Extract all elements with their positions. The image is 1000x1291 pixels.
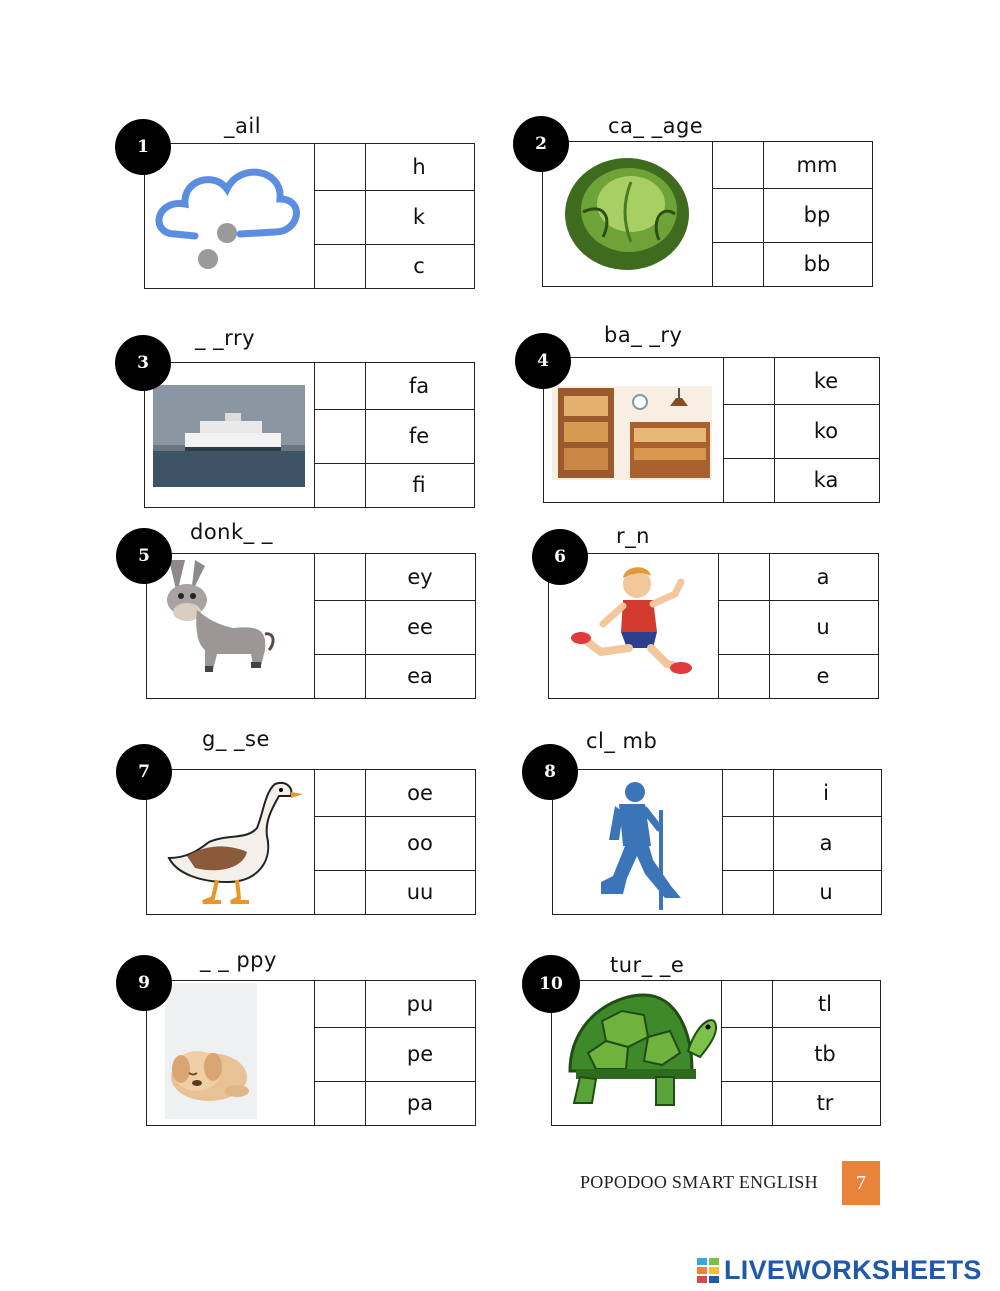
exercise-box xyxy=(146,980,476,1126)
exercise-box xyxy=(552,769,882,915)
option[interactable]: fa xyxy=(408,374,430,398)
option[interactable]: pu xyxy=(406,992,434,1016)
puppy-icon xyxy=(147,981,313,1125)
exercise-box xyxy=(551,980,881,1126)
option[interactable]: u xyxy=(819,880,833,904)
exercise-number-badge: 8 xyxy=(522,744,578,800)
option[interactable]: ee xyxy=(407,615,433,639)
option[interactable]: ka xyxy=(813,468,839,492)
option[interactable]: ey xyxy=(407,565,433,589)
turtle-icon xyxy=(552,981,720,1125)
exercise-word: ca_ _age xyxy=(608,114,704,138)
exercise-picture xyxy=(147,981,315,1125)
bakery-icon xyxy=(544,358,722,502)
exercise-number-badge: 4 xyxy=(515,333,571,389)
liveworksheets-logo[interactable] xyxy=(697,1255,982,1286)
exercise-number-badge: 3 xyxy=(115,335,171,391)
exercise-word: g_ _se xyxy=(202,727,270,751)
exercise-picture xyxy=(543,142,713,286)
brand-name: LIVEWORKSHEETS xyxy=(724,1255,982,1285)
option[interactable]: oo xyxy=(407,831,433,855)
option[interactable]: ke xyxy=(813,369,839,393)
option[interactable]: pe xyxy=(406,1042,434,1066)
exercise-box xyxy=(146,769,476,915)
option[interactable]: c xyxy=(413,254,425,278)
exercise-word: donk_ _ xyxy=(190,520,273,544)
exercise-box xyxy=(144,362,475,508)
exercise-word: _ _rry xyxy=(195,326,256,350)
exercise-number-badge: 7 xyxy=(116,744,172,800)
hail-cloud-icon xyxy=(145,144,313,288)
option[interactable]: u xyxy=(816,615,830,639)
exercise-box xyxy=(543,357,880,503)
climber-icon xyxy=(553,770,721,914)
answer-blank[interactable] xyxy=(724,358,775,502)
option[interactable]: ea xyxy=(407,664,433,688)
ferry-boat-icon xyxy=(145,363,313,507)
option[interactable]: i xyxy=(823,781,829,805)
exercise-picture xyxy=(552,981,722,1125)
exercise-picture xyxy=(145,144,315,288)
exercise-box xyxy=(144,143,475,289)
exercise-word: ba_ _ry xyxy=(604,323,683,347)
exercise-word: tur_ _e xyxy=(610,953,685,977)
exercise-number-badge: 5 xyxy=(116,528,172,584)
exercise-number-badge: 9 xyxy=(116,955,172,1011)
footer-title: POPODOO SMART ENGLISH xyxy=(580,1172,818,1192)
exercise-number-badge: 10 xyxy=(522,955,580,1013)
goose-icon xyxy=(147,770,313,914)
exercise-number-badge: 6 xyxy=(532,529,588,585)
option[interactable]: e xyxy=(816,664,830,688)
option[interactable]: fi xyxy=(412,473,426,497)
exercise-box xyxy=(548,553,879,699)
exercise-picture xyxy=(553,770,723,914)
exercise-number-badge: 2 xyxy=(513,116,569,172)
answer-blank[interactable] xyxy=(315,770,366,914)
answer-blank[interactable] xyxy=(713,142,764,286)
option[interactable]: mm xyxy=(796,153,838,177)
exercise-number-badge: 1 xyxy=(115,119,171,175)
option[interactable]: h xyxy=(412,155,426,179)
option[interactable]: fe xyxy=(408,424,430,448)
option[interactable]: ko xyxy=(813,419,839,443)
option[interactable]: tl xyxy=(817,992,833,1016)
option[interactable]: tb xyxy=(814,1042,836,1066)
exercise-box xyxy=(146,553,476,699)
option[interactable]: bp xyxy=(803,203,831,227)
option[interactable]: pa xyxy=(406,1091,434,1115)
exercise-word: _ail xyxy=(224,114,262,138)
exercise-word: cl_ mb xyxy=(586,729,658,753)
option[interactable]: uu xyxy=(406,880,434,904)
answer-blank[interactable] xyxy=(719,554,770,698)
option[interactable]: tr xyxy=(816,1091,834,1115)
exercise-word: _ _ ppy xyxy=(200,948,277,972)
answer-blank[interactable] xyxy=(315,144,366,288)
logo-blocks-icon xyxy=(697,1258,721,1284)
exercise-picture xyxy=(147,770,315,914)
answer-blank[interactable] xyxy=(722,981,773,1125)
exercise-box xyxy=(542,141,873,287)
answer-blank[interactable] xyxy=(723,770,774,914)
exercise-word: r_n xyxy=(616,524,650,548)
option[interactable]: oe xyxy=(407,781,433,805)
option[interactable]: bb xyxy=(803,252,831,276)
exercise-picture xyxy=(145,363,315,507)
exercise-picture xyxy=(147,554,315,698)
page-number: 7 xyxy=(842,1161,880,1205)
donkey-icon xyxy=(147,554,313,698)
answer-blank[interactable] xyxy=(315,981,366,1125)
cabbage-icon xyxy=(543,142,711,286)
answer-blank[interactable] xyxy=(315,363,366,507)
answer-blank[interactable] xyxy=(315,554,366,698)
option[interactable]: a xyxy=(816,565,830,589)
exercise-picture xyxy=(544,358,724,502)
option[interactable]: a xyxy=(819,831,833,855)
option[interactable]: k xyxy=(412,205,426,229)
